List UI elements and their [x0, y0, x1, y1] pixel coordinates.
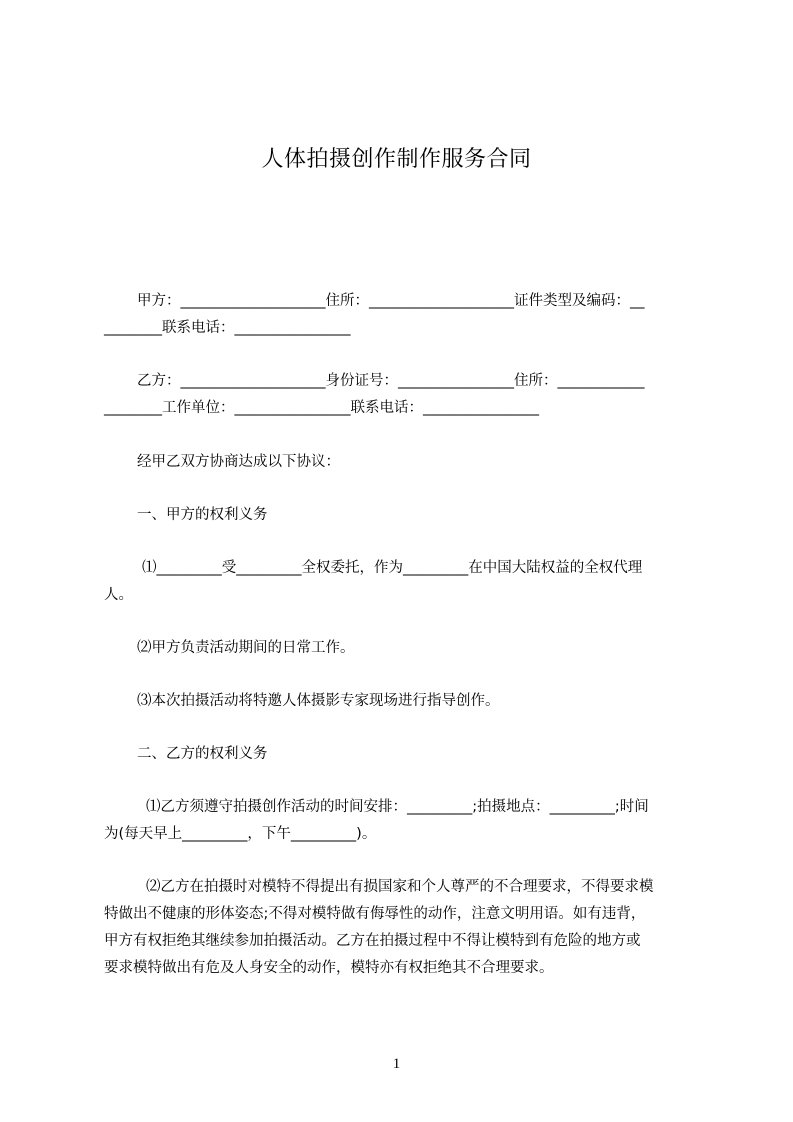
party-b-line-2: ________工作单位：________________联系电话：________________ — [104, 400, 539, 416]
party-b-line-1: 乙方：____________________身份证号：________________住所：____________ — [137, 373, 645, 389]
section-1-item-3: ⑶本次拍摄活动将特邀人体摄影专家现场进行指导创作。 — [137, 693, 500, 709]
section-2-item-2-line-4: 要求模特做出有危及人身安全的动作，模特亦有权拒绝其不合理要求。 — [104, 960, 554, 976]
section-2-item-1-line-1: ⑴乙方须遵守拍摄创作活动的时间安排：_________;拍摄地点：_________;时间 — [146, 799, 649, 815]
intro-text: 经甲乙双方协商达成以下协议： — [137, 454, 340, 470]
contract-title: 人体拍摄创作制作服务合同 — [261, 147, 532, 172]
section-2-item-1-line-2: 为(每天早上_________，下午_________)。 — [104, 826, 377, 842]
section-2-item-2-line-2: 特做出不健康的形体姿态;不得对模特做有侮辱性的动作，注意文明用语。如有违背， — [104, 906, 646, 922]
party-a-line-1: 甲方：____________________住所：____________________证件类型及编码：__ — [137, 293, 645, 309]
section-1-item-2: ⑵甲方负责活动期间的日常工作。 — [137, 640, 355, 656]
section-2-heading: 二、乙方的权利义务 — [137, 746, 268, 762]
section-2-item-2-line-1: ⑵乙方在拍摄时对模特不得提出有损国家和个人尊严的不合理要求，不得要求模 — [146, 879, 654, 895]
section-2-item-2-line-3: 甲方有权拒绝其继续参加拍摄活动。乙方在拍摄过程中不得让模特到有危险的地方或 — [104, 933, 641, 949]
section-1-heading: 一、甲方的权利义务 — [137, 507, 268, 523]
party-a-line-2: ________联系电话：________________ — [104, 320, 351, 336]
section-1-item-1-line-1: ⑴_________受_________全权委托，作为_________在中国大陆权益的全权代理 — [142, 560, 643, 576]
page-number: 1 — [392, 1056, 401, 1072]
section-1-item-1-line-2: 人。 — [104, 587, 133, 603]
